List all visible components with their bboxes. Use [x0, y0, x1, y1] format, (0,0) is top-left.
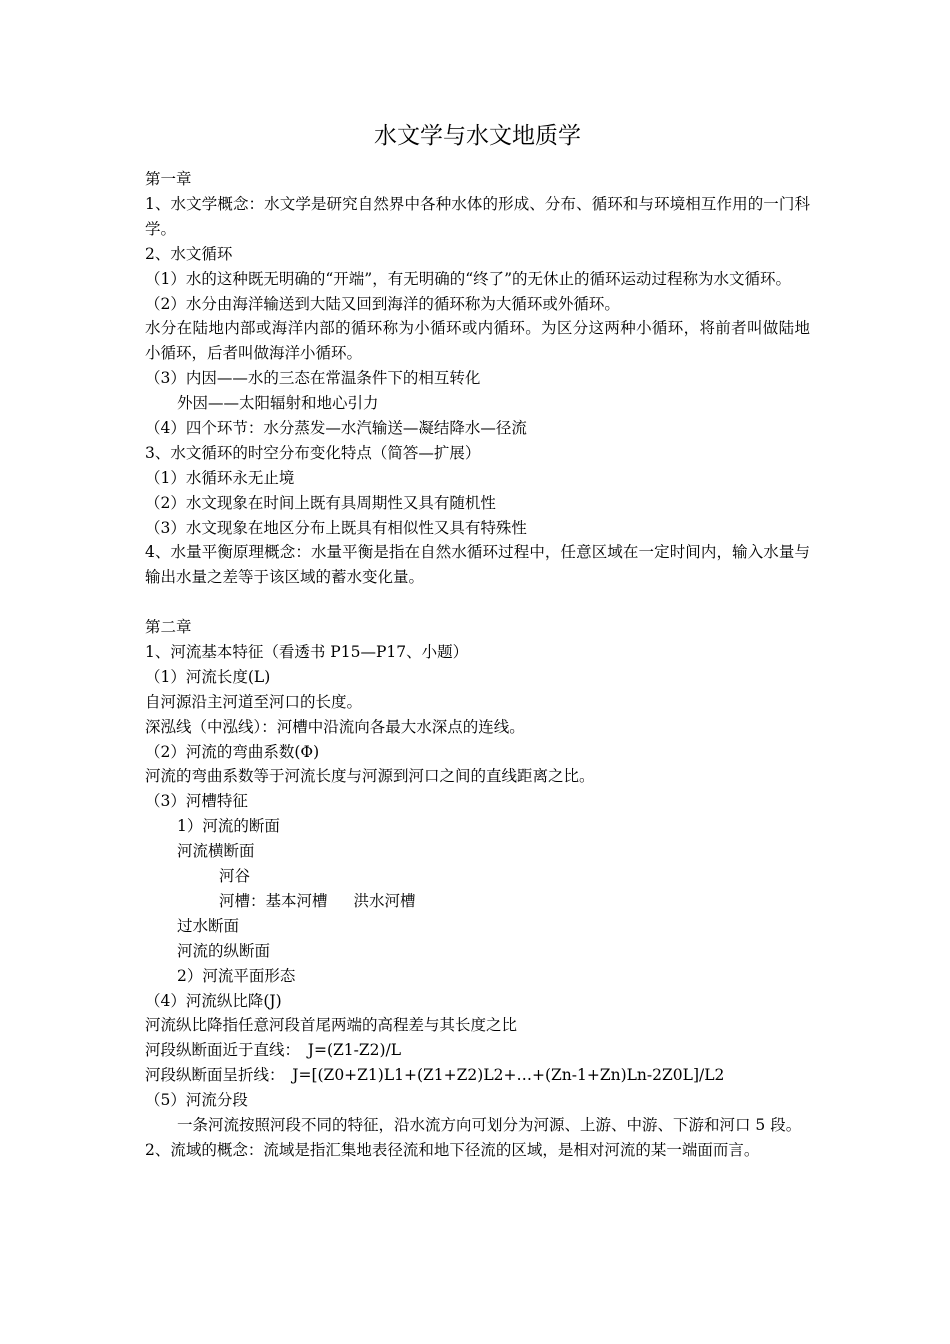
paragraph: （2）水分由海洋输送到大陆又回到海洋的循环称为大循环或外循环。: [145, 294, 620, 313]
section-heading: 3、水文循环的时空分布变化特点（简答—扩展）: [145, 443, 481, 462]
paragraph: 水分在陆地内部或海洋内部的循环称为小循环或内循环。为区分这两种小循环，将前者叫做陆地小循环，后者叫做海洋小循环。: [145, 319, 810, 363]
list-item: 河流横断面: [177, 842, 255, 861]
list-item-text: 洪水河槽: [353, 891, 416, 910]
paragraph: （1）水的这种既无明确的“开端”，有无明确的“终了”的无休止的循环运动过程称为水文循环。: [145, 269, 792, 288]
paragraph: （3）内因——水的三态在常温条件下的相互转化: [145, 369, 481, 388]
paragraph: 4、水量平衡原理概念：水量平衡是指在自然水循环过程中，任意区域在一定时间内，输入水量与输出水量之差等于该区域的蓄水变化量。: [145, 543, 810, 587]
list-item: （5）河流分段: [145, 1091, 248, 1110]
list-item-text: 河槽：基本河槽: [219, 891, 328, 910]
paragraph: 外因——太阳辐射和地心引力: [177, 394, 379, 413]
paragraph: 一条河流按照河段不同的特征，沿水流方向可划分为河源、上游、中游、下游和河口 5 段。: [177, 1115, 802, 1134]
list-item: （2）河流的弯曲系数(Φ): [145, 742, 320, 761]
list-item: （1）河流长度(L): [145, 667, 271, 686]
section-heading: 2、水文循环: [145, 244, 233, 263]
paragraph: 河流的弯曲系数等于河流长度与河源到河口之间的直线距离之比。: [145, 767, 595, 786]
paragraph: 深泓线（中泓线）：河槽中沿流向各最大水深点的连线。: [145, 717, 525, 736]
list-item: （1）水循环永无止境: [145, 468, 295, 487]
blank-line: [145, 590, 810, 615]
paragraph: 自河源沿主河道至河口的长度。: [145, 692, 363, 711]
list-item: （2）水文现象在时间上既有具周期性又具有随机性: [145, 493, 496, 512]
paragraph: 河流纵比降指任意河段首尾两端的高程差与其长度之比: [145, 1016, 518, 1035]
list-item: 河流的纵断面: [177, 941, 271, 960]
paragraph: （4）四个环节：水分蒸发—水汽输送—凝结降水—径流: [145, 418, 527, 437]
list-item: 2）河流平面形态: [177, 966, 296, 985]
document-title: 水文学与水文地质学: [374, 123, 581, 149]
list-item: （3）水文现象在地区分布上既具有相似性又具有特殊性: [145, 518, 527, 537]
list-item: 1）河流的断面: [177, 817, 280, 836]
chapter-1-heading: 第一章: [145, 170, 192, 188]
document-body: [145, 167, 810, 1163]
paragraph: 2、流域的概念：流域是指汇集地表径流和地下径流的区域，是相对河流的某一端面而言。: [145, 1140, 760, 1159]
section-heading: 1、河流基本特征（看透书 P15—P17、小题）: [145, 643, 469, 662]
paragraph: 1、水文学概念：水文学是研究自然界中各种水体的形成、分布、循环和与环境相互作用的一门科学。: [145, 194, 810, 238]
list-item: 河谷: [219, 867, 251, 886]
list-item: 过水断面: [177, 916, 240, 935]
chapter-2-heading: 第二章: [145, 618, 192, 637]
formula-line: 河段纵断面近于直线： J=(Z1-Z2)/L: [145, 1041, 402, 1060]
list-item: [145, 889, 810, 914]
list-item: （4）河流纵比降(J): [145, 991, 282, 1010]
formula-line: 河段纵断面呈折线： J=[(Z0+Z1)L1+(Z1+Z2)L2+…+(Zn-1+Zn)Ln-2Z0L]/L2: [145, 1066, 725, 1085]
list-item: （3）河槽特征: [145, 792, 248, 811]
